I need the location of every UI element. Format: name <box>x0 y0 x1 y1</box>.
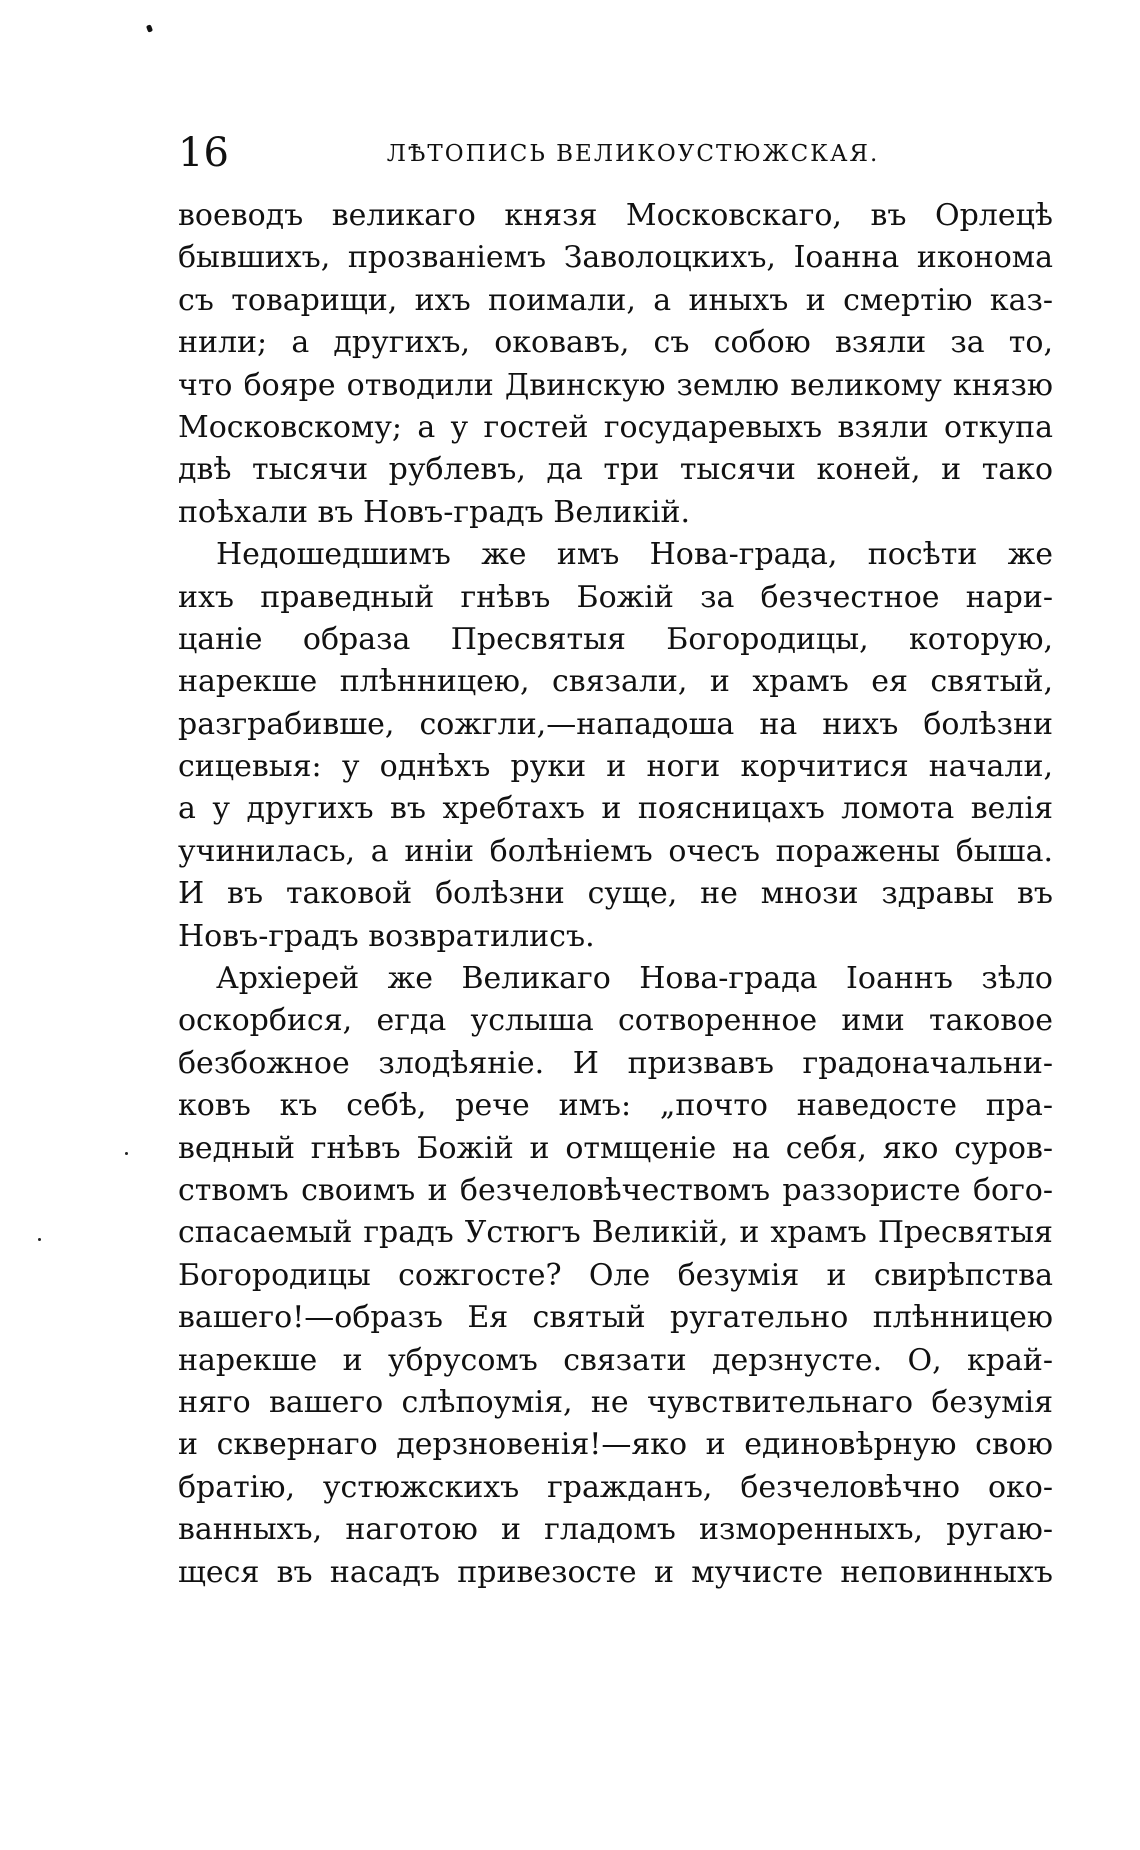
text-line: и сквернаго дерзновенія!—яко и единовѣрную свою <box>178 1427 1053 1463</box>
text-line: братію, устюжскихъ гражданъ, безчеловѣчно око- <box>178 1469 1053 1505</box>
ink-speck <box>38 1238 41 1241</box>
running-title: ЛѢТОПИСЬ ВЕЛИКОУСТЮЖСКАЯ. <box>386 141 880 167</box>
text-line: съ товарищи, ихъ поимали, а иныхъ и смертію каз- <box>178 282 1053 318</box>
text-line: ковъ къ себѣ, рече имъ: „почто наведосте пра- <box>178 1088 1053 1124</box>
text-line: оскорбися, егда услыша сотворенное ими таковое <box>178 1003 1053 1039</box>
text-line: двѣ тысячи рублевъ, да три тысячи коней, и тако <box>178 452 1053 488</box>
text-line: И въ таковой болѣзни суще, не мнози здравы въ <box>178 876 1053 912</box>
text-line: разграбивше, сожгли,—нападоша на нихъ болѣзни <box>178 706 1053 742</box>
text-line: нарекше плѣнницею, связали, и храмъ ея святый, <box>178 664 1053 700</box>
text-line: вашего!—образъ Ея святый ругательно плѣнницею <box>178 1300 1053 1336</box>
text-line: Недошедшимъ же имъ Нова-града, посѣти же <box>216 537 1053 573</box>
paragraph <box>178 958 1053 1594</box>
page-number: 16 <box>178 130 229 176</box>
text-line: учинилась, а иніи болѣніемъ очесъ поражены быша. <box>178 833 1053 869</box>
text-line: безбожное злодѣяніе. И призвавъ градоначальни- <box>178 1045 1053 1081</box>
text-line: нарекше и убрусомъ связати дерзнусте. О, край- <box>178 1342 1053 1378</box>
text-line: Архіерей же Великаго Нова-града Іоаннъ зѣло <box>216 961 1053 997</box>
text-line: Богородицы сожгосте? Оле безумія и свирѣпства <box>178 1257 1053 1293</box>
text-line: ванныхъ, наготою и гладомъ изморенныхъ, ругаю- <box>178 1512 1053 1548</box>
text-line: поѣхали въ Новъ-градъ Великій. <box>178 494 691 530</box>
body-text <box>178 195 1053 1594</box>
ink-speck <box>125 1152 128 1155</box>
paragraph <box>178 195 1053 534</box>
text-line: что бояре отводили Двинскую землю великому князю <box>178 367 1053 403</box>
paragraph <box>178 534 1053 958</box>
text-line: ствомъ своимъ и безчеловѣчествомъ раззористе бого- <box>178 1172 1053 1208</box>
page-header <box>178 128 1053 178</box>
text-line: сицевыя: у однѣхъ руки и ноги корчитися начали, <box>178 749 1053 785</box>
text-line: бывшихъ, прозваніемъ Заволоцкихъ, Іоанна иконома <box>178 240 1053 276</box>
text-line: щеся въ насадъ привезосте и мучисте неповинныхъ <box>178 1554 1053 1590</box>
text-line: ведный гнѣвъ Божій и отмщеніе на себя, яко суров- <box>178 1130 1053 1166</box>
text-line: Новъ-градъ возвратилисъ. <box>178 918 595 954</box>
text-line: а у другихъ въ хребтахъ и поясницахъ ломота велія <box>178 791 1053 827</box>
text-line: Московскому; а у гостей государевыхъ взяли откупа <box>178 409 1053 445</box>
text-line: нили; а другихъ, оковавъ, съ собою взяли за то, <box>178 325 1053 361</box>
text-line: цаніе образа Пресвятыя Богородицы, которую, <box>178 621 1053 657</box>
text-line: няго вашего слѣпоумія, не чувствительнаго безумія <box>178 1384 1053 1420</box>
ink-mark <box>146 24 153 32</box>
text-line: спасаемый градъ Устюгъ Великій, и храмъ Пресвятыя <box>178 1215 1053 1251</box>
text-line: воеводъ великаго князя Московскаго, въ Орлецѣ <box>178 198 1053 233</box>
text-line: ихъ праведный гнѣвъ Божій за безчестное нари- <box>178 579 1053 615</box>
